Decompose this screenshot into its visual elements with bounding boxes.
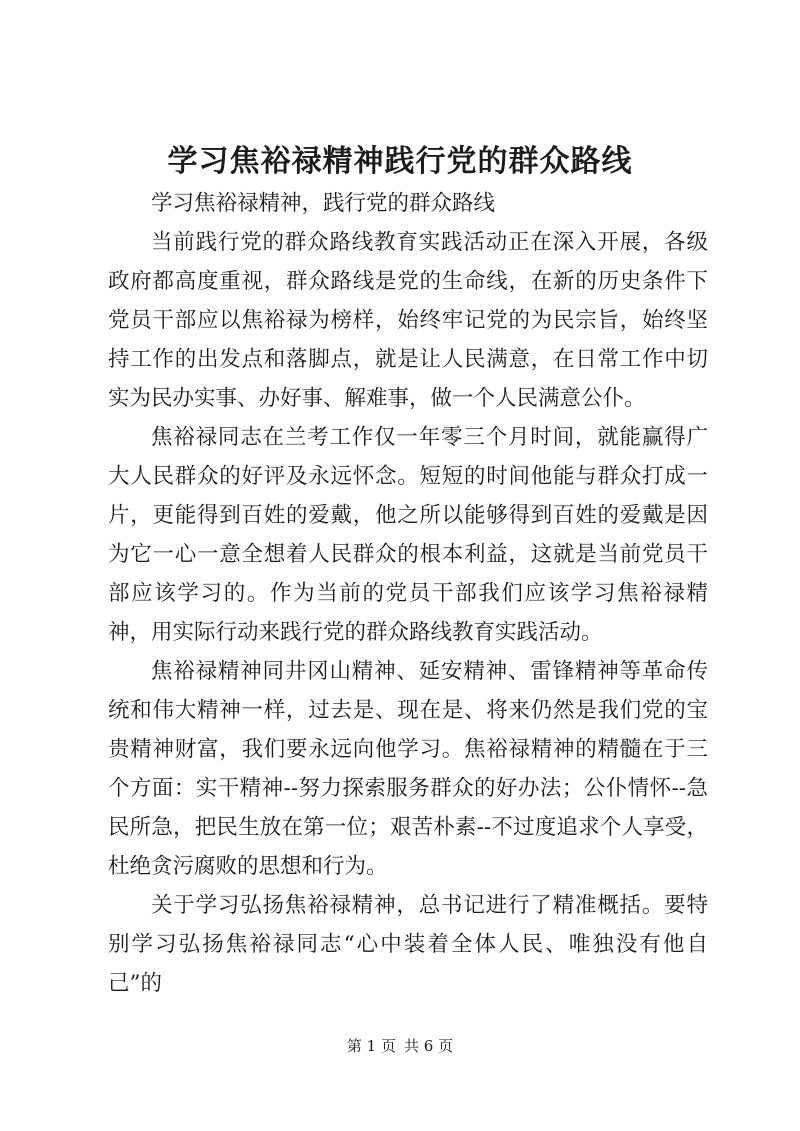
- page-total: 共 6 页: [404, 1037, 454, 1055]
- paragraph: 关于学习弘扬焦裕禄精神，总书记进行了精准概括。要特别学习弘扬焦裕禄同志“心中装着全体人民、唯独没有他自己”的: [108, 893, 708, 996]
- paragraph: 焦裕禄精神同井冈山精神、延安精神、雷锋精神等革命传统和伟大精神一样，过去是、现在是、将来仍然是我们党的宝贵精神财富，我们要永远向他学习。焦裕禄精神的精髓在于三个方面：实干精神--努力探索服务群众的好办法；公仆情怀--急民所急，把民生放在第一位；艰苦朴素--不过度追求个人享受，杜绝贪污腐败的思想和行为。: [108, 659, 708, 879]
- page-footer: [0, 1036, 800, 1056]
- paragraph: 焦裕禄同志在兰考工作仅一年零三个月时间，就能赢得广大人民群众的好评及永远怀念。短短的时间他能与群众打成一片，更能得到百姓的爱戴，他之所以能够得到百姓的爱戴是因为它一心一意全想着人民群众的根本利益，这就是当前党员干部应该学习的。作为当前的党员干部我们应该学习焦裕禄精神，用实际行动来践行党的群众路线教育实践活动。: [108, 425, 708, 645]
- paragraph: 当前践行党的群众路线教育实践活动正在深入开展，各级政府都高度重视，群众路线是党的生命线，在新的历史条件下党员干部应以焦裕禄为榜样，始终牢记党的为民宗旨，始终坚持工作的出发点和落脚点，就是让人民满意，在日常工作中切实为民办实事、办好事、解难事，做一个人民满意公仆。: [108, 230, 708, 411]
- page-number: 第 1 页: [346, 1037, 396, 1055]
- paragraph-subtitle: 学习焦裕禄精神，践行党的群众路线: [151, 191, 496, 216]
- document-title: 学习焦裕禄精神践行党的群众路线: [167, 144, 633, 179]
- document-body: [108, 184, 708, 1003]
